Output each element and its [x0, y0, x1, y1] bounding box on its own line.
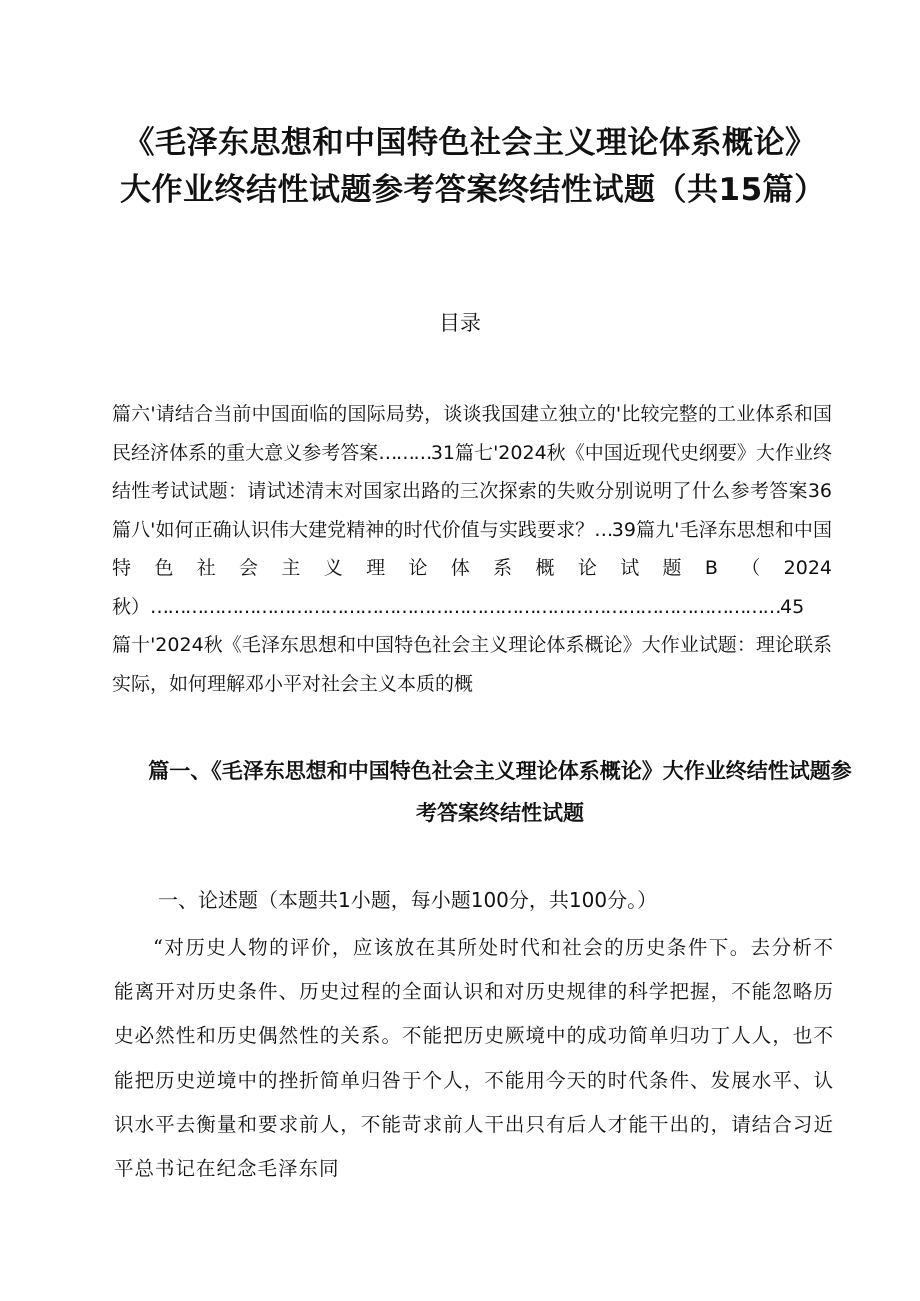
table-of-contents [112, 395, 832, 703]
toc-entry-text: 篇六'请结合当前中国面临的国际局势，谈谈我国建立独立的'比较完整的工业体系和国民经济体系的重大意义参考答案 [112, 403, 832, 464]
toc-entry-leader: … [594, 518, 612, 541]
toc-entry-text: 篇八'如何正确认识伟大建党精神的时代价值与实践要求？ [112, 518, 595, 541]
toc-entry-text: 篇七'2024秋《中国近现代史纲要》大作业终结性考试试题：请试述清末对国家出路的三次探索的失败分别说明了什么参考答案 [112, 441, 832, 502]
toc-entry-text: 篇十'2024秋《毛泽东思想和中国特色社会主义理论体系概论》大作业试题：理论联系实际，如何理解邓小平对社会主义本质的概 [112, 634, 832, 695]
question-heading: 一、论述题（本题共1小题，每小题100分，共100分。） [158, 888, 658, 912]
toc-paragraph [112, 626, 832, 703]
toc-entry-text: 篇九'毛泽东思想和中国特色社会主义理论体系概论试题B（2024秋） [112, 518, 832, 618]
toc-entry-page: 31 [430, 441, 456, 464]
question-body: “对历史人物的评价，应该放在其所处时代和社会的历史条件下。去分析不能离开对历史条件、历史过程的全面认识和对历史规律的科学把握，不能忽略历史必然性和历史偶然性的关系。不能把历史厥境中的成功简单归功丁人人，也不能把历史逆境中的挫折简单归咎于个人，不能用今天的时代条件、发展水平、认识水平去衡量和要求前人，不能苛求前人干出只有后人才能干出的，请结合习近平总书记在纪念毛泽东同 [114, 936, 834, 1181]
toc-entry-leader: ……………………………………………………………………………………………… [150, 595, 781, 618]
toc-entry-page: 45 [780, 595, 805, 618]
toc-entry-leader: ……… [378, 441, 431, 464]
section-heading: 篇一、《毛泽东思想和中国特色社会主义理论体系概论》大作业终结性试题参考答案终结性试题 [148, 759, 852, 825]
toc-paragraph [112, 395, 832, 626]
toc-entry-page: 39 [611, 518, 636, 541]
toc-entry-page: 36 [807, 480, 832, 502]
toc-heading: 目录 [439, 311, 481, 335]
document-title: 《毛泽东思想和中国特色社会主义理论体系概论》大作业终结性试题参考答案终结性试题（共15篇） [120, 125, 826, 208]
